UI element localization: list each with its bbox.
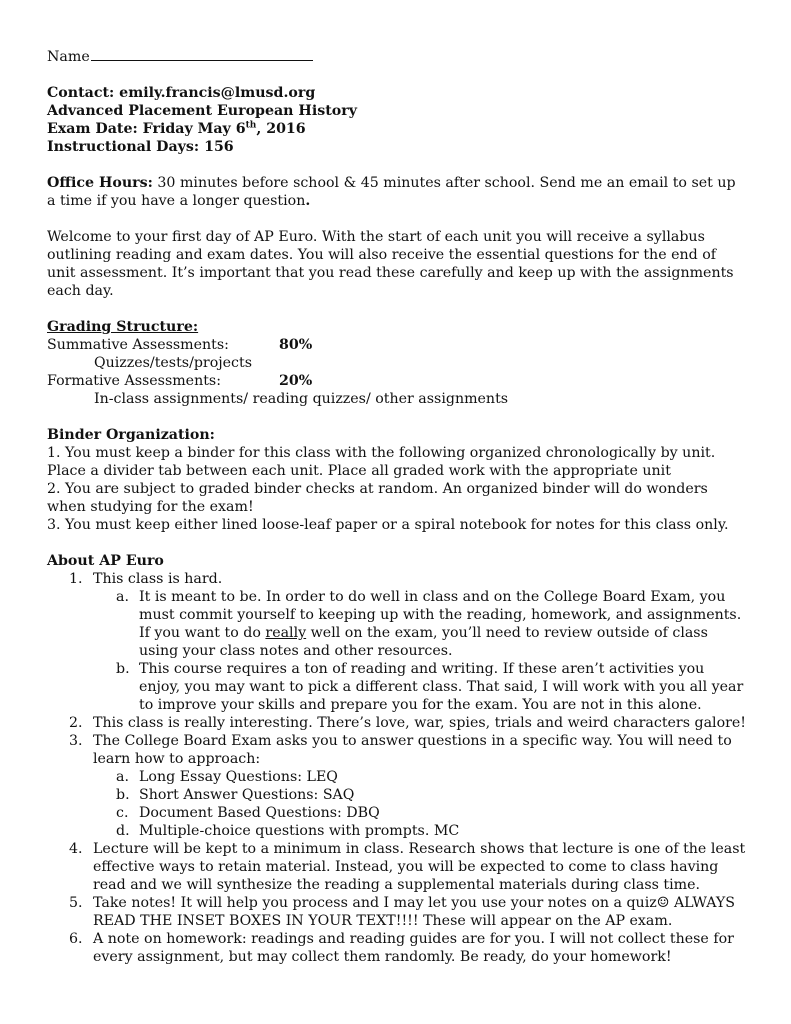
about-subitem: b. This course requires a ton of reading and writing. If these aren’t activities you enjoy, you may want to pick a different class. That said, I will work with you all year to improve your skills and prepare you for the exam. You are not in this alone.	[116, 661, 744, 713]
binder-item: 2. You are subject to graded binder checks at random. An organized binder will do wonders when studying for the exam!	[47, 481, 708, 515]
about-item: 5. Take notes! It will help you process and I may let you use your notes on a quiz☺ ALWAYS READ THE INSET BOXES IN YOUR TEXT!!!! These will appear on the AP exam.	[69, 895, 736, 929]
question-types-list	[93, 768, 747, 840]
office-hours: Office Hours: 30 minutes before school & 45 minutes after school. Send me an email to set up a time if you have a longer question.	[47, 175, 736, 209]
binder-item: 3. You must keep either lined loose-leaf paper or a spiral notebook for notes for this class only.	[47, 517, 729, 533]
syllabus-page	[47, 47, 747, 966]
emphasis-really: really	[265, 625, 307, 641]
summative-row	[47, 336, 747, 354]
grading-heading: Grading Structure:	[47, 319, 199, 335]
question-type-item: b. Short Answer Questions: SAQ	[116, 787, 355, 803]
instructional-days: Instructional Days: 156	[47, 139, 234, 155]
name-blank-line	[91, 47, 313, 61]
about-heading: About AP Euro	[47, 553, 164, 569]
about-sublist	[93, 588, 747, 714]
binder-heading: Binder Organization:	[47, 427, 215, 443]
office-hours-label: Office Hours:	[47, 175, 153, 191]
name-field	[47, 47, 747, 66]
about-item: 6. A note on homework: readings and reading guides are for you. I will not collect these for every assignment, but may collect them randomly. Be ready, do your homework!	[69, 931, 734, 965]
question-type-item: a. Long Essay Questions: LEQ	[116, 769, 338, 785]
about-subitem: a. It is meant to be. In order to do well in class and on the College Board Exam, you must commit yourself to keeping up with the reading, homework, and assignments. If you want to do really well on the exam, you’ll need to review outside of class using your class notes and other resources.	[116, 589, 742, 659]
about-item: 2. This class is really interesting. There’s love, war, spies, trials and weird characters galore!	[69, 715, 746, 731]
summative-label: Summative Assessments:	[47, 337, 229, 353]
about-item: 3. The College Board Exam asks you to answer questions in a specific way. You will need to learn how to approach: a. Long Essay Questions: LEQ b. Short Answer Questions: SAQ c. Document Based Questions: DBQ d. Multiple-choice questions with prompts. MC	[47, 732, 747, 840]
question-type-item: c. Document Based Questions: DBQ	[116, 805, 380, 821]
question-type-item: d. Multiple-choice questions with prompts. MC	[116, 823, 460, 839]
formative-label: Formative Assessments:	[47, 373, 221, 389]
about-item: 1. This class is hard. a. It is meant to be. In order to do well in class and on the College Board Exam, you must commit yourself to keeping up with the reading, homework, and assignments. If you want to do really well on the exam, you’ll need to review outside of class using your class notes and other resources. b. This course requires a ton of reading and writing. If these aren’t activities you enjoy, you may want to pick a different class. That said, I will work with you all year to improve your skills and prepare you for the exam. You are not in this alone.	[47, 570, 747, 714]
formative-value: 20%	[279, 373, 313, 389]
formative-items: In-class assignments/ reading quizzes/ other assignments	[94, 391, 509, 407]
summative-items: Quizzes/tests/projects	[94, 355, 252, 371]
contact-line: Contact: emily.francis@lmusd.org	[47, 85, 316, 101]
exam-date: Exam Date: Friday May 6th, 2016	[47, 120, 306, 137]
about-item: 4. Lecture will be kept to a minimum in class. Research shows that lecture is one of the least effective ways to retain material. Instead, you will be expected to come to class having read and we will synthesize the reading a supplemental materials during class time.	[69, 841, 746, 893]
welcome-paragraph: Welcome to your first day of AP Euro. With the start of each unit you will receive a syllabus outlining reading and exam dates. You will also receive the essential questions for the end of unit assessment. It’s important that you read these carefully and keep up with the assignments each day.	[47, 229, 734, 299]
binder-item: 1. You must keep a binder for this class with the following organized chronologically by unit. Place a divider tab between each unit. Place all graded work with the appropriate unit	[47, 445, 716, 479]
name-label: Name	[47, 49, 90, 65]
about-list	[47, 570, 747, 966]
office-hours-text: 30 minutes before school & 45 minutes after school. Send me an email to set up a time if you have a longer question	[47, 175, 736, 209]
summative-value: 80%	[279, 337, 313, 353]
formative-row	[47, 372, 747, 390]
course-title: Advanced Placement European History	[47, 103, 357, 119]
